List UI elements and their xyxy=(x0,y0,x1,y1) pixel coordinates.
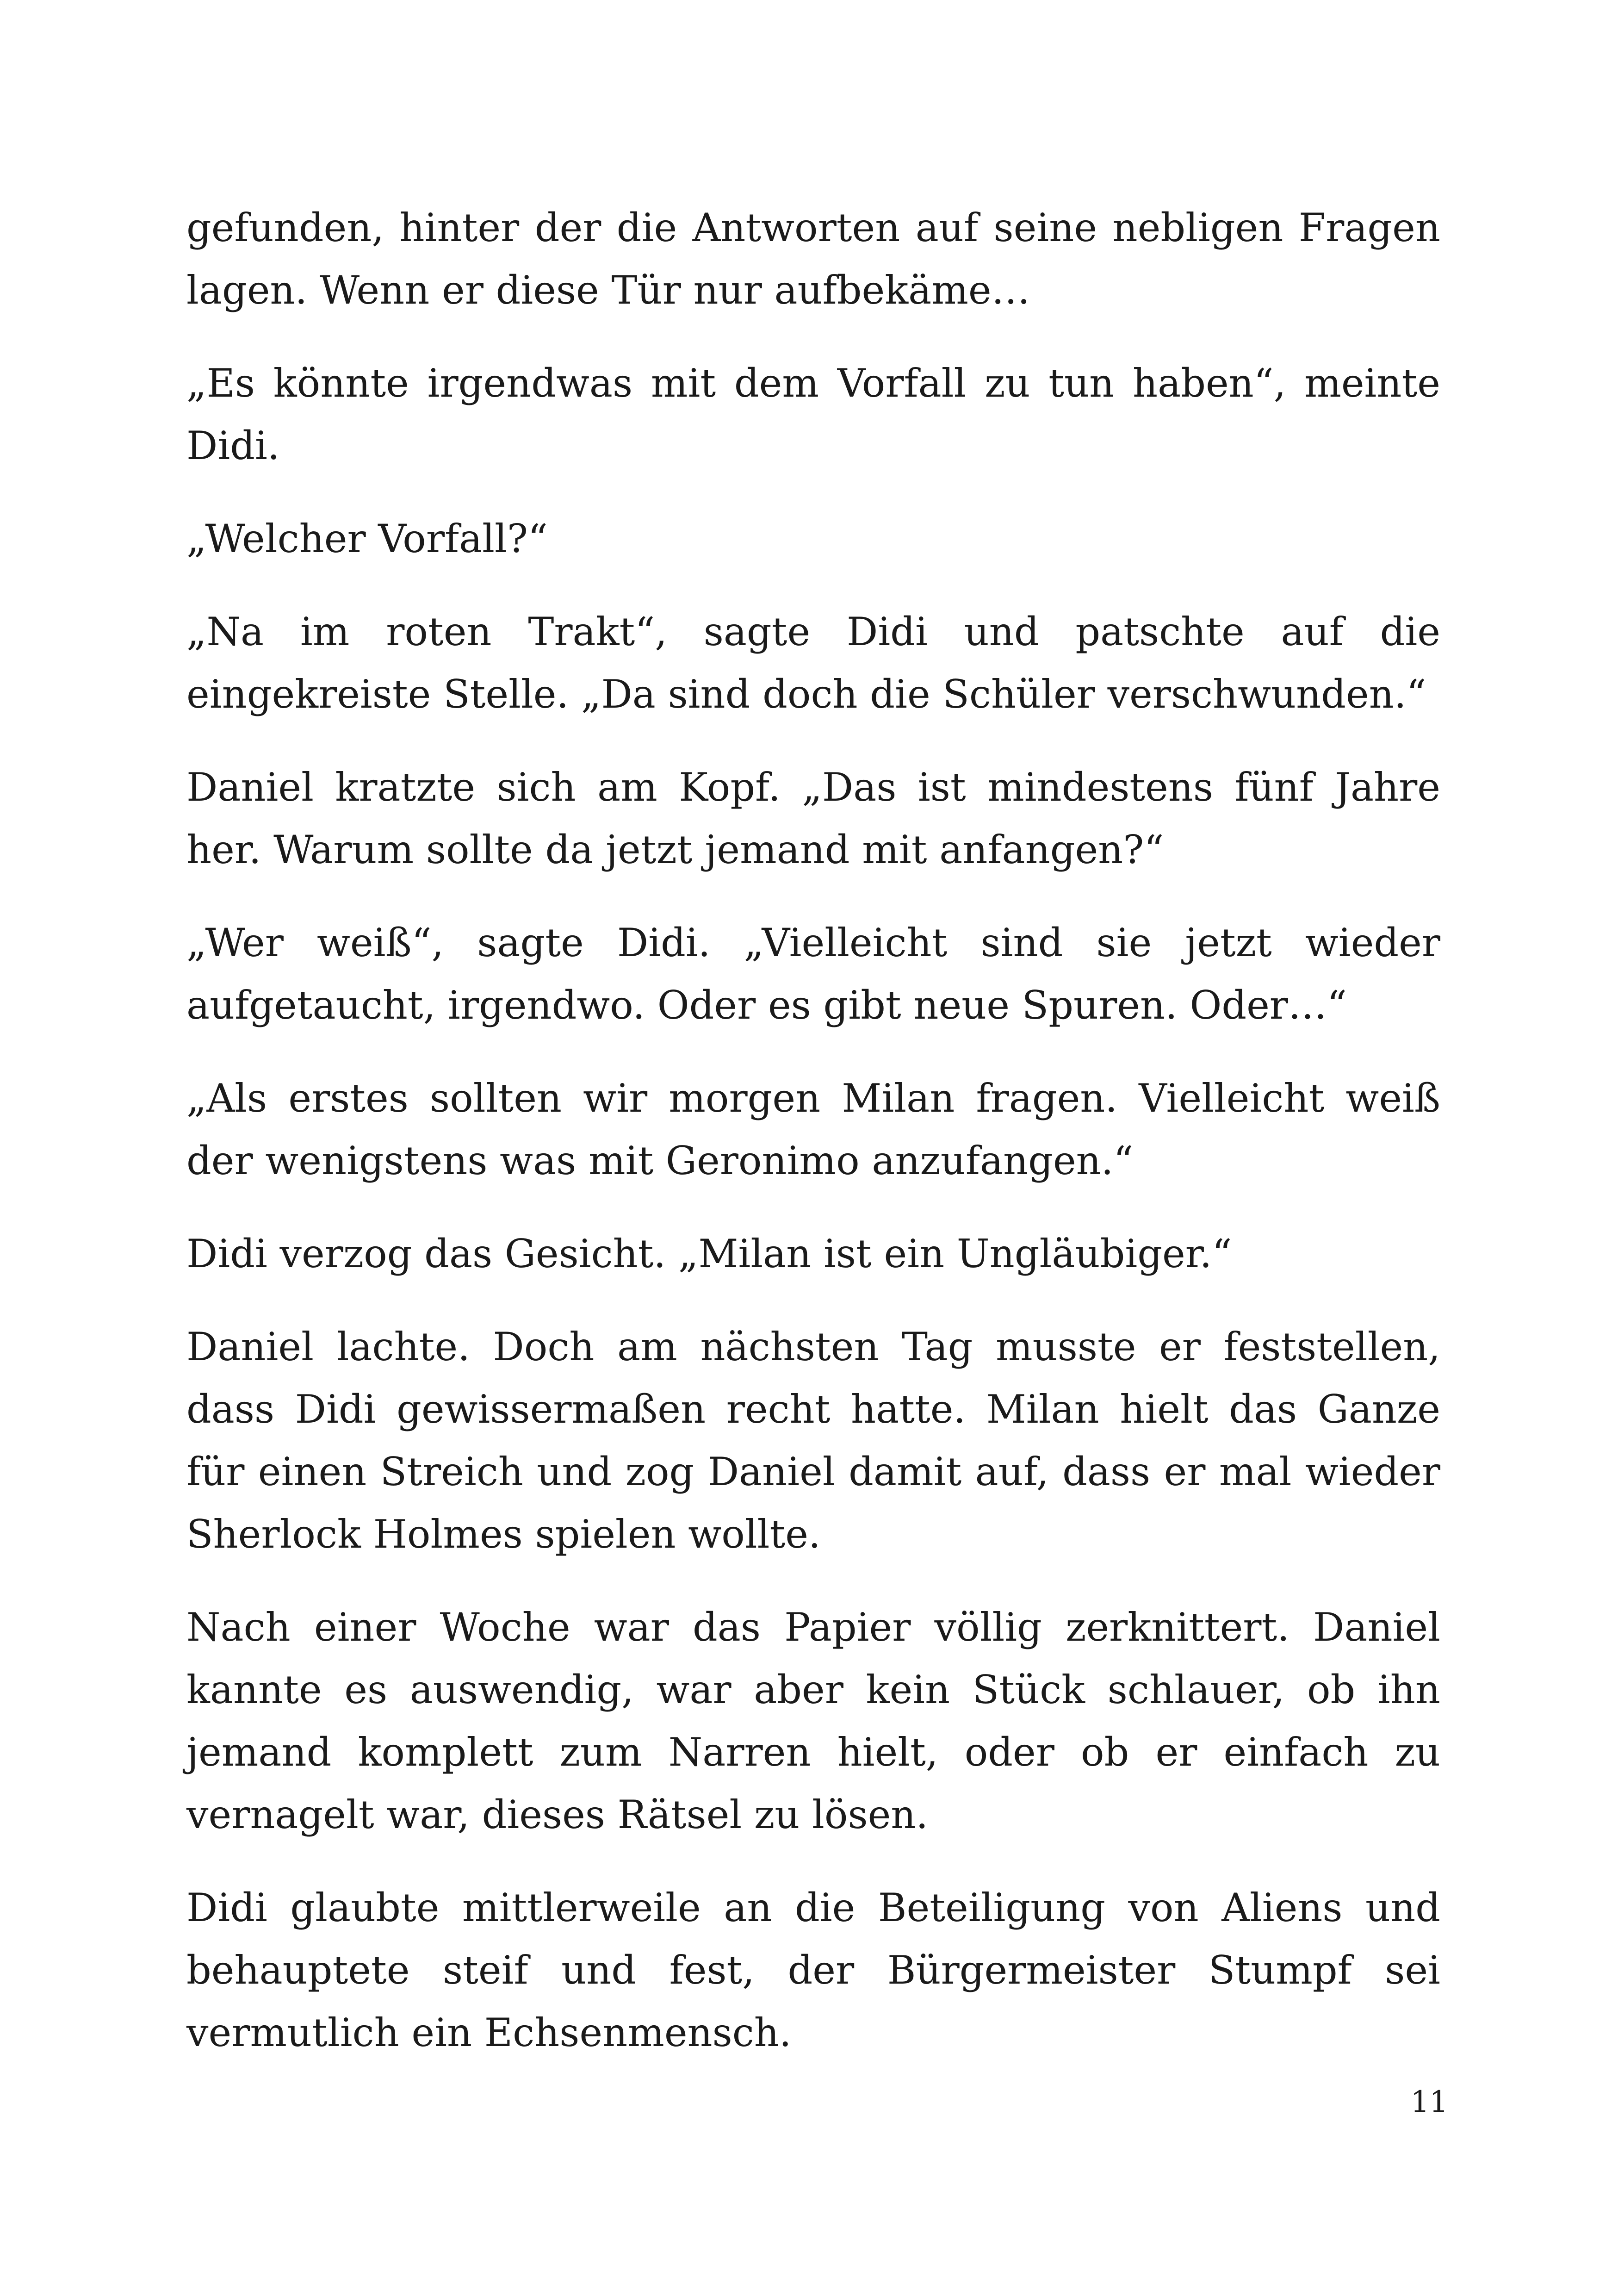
paragraph: gefunden, hinter der die Antworten auf seine nebligen Fragen lagen. Wenn er diese Tür nur aufbekäme… xyxy=(186,205,1440,313)
paragraph: Didi verzog das Gesicht. „Milan ist ein Ungläubiger.“ xyxy=(186,1231,1232,1276)
paragraph: Daniel lachte. Doch am nächsten Tag musste er feststellen, dass Didi gewissermaßen recht hatte. Milan hielt das Ganze für einen Streich und zog Daniel damit auf, dass er mal wieder Sherlock Holmes spielen wollte. xyxy=(186,1324,1440,1557)
paragraph: „Wer weiß“, sagte Didi. „Vielleicht sind sie jetzt wieder aufgetaucht, irgendwo. Oder es gibt neue Spuren. Oder…“ xyxy=(186,920,1440,1028)
paragraph: Nach einer Woche war das Papier völlig zerknittert. Daniel kannte es auswendig, war aber kein Stück schlauer, ob ihn jemand komplett zum Narren hielt, oder ob er einfach zu vernagelt war, dieses Rätsel zu lösen. xyxy=(186,1605,1440,1837)
paragraph: „Als erstes sollten wir morgen Milan fragen. Vielleicht weiß der wenigstens was mit Geronimo anzufangen.“ xyxy=(186,1076,1440,1183)
body-text xyxy=(186,197,1440,2095)
paragraph: Daniel kratzte sich am Kopf. „Das ist mindestens fünf Jahre her. Warum sollte da jetzt jemand mit anfangen?“ xyxy=(186,765,1440,872)
paragraph: „Es könnte irgendwas mit dem Vorfall zu tun haben“, meinte Didi. xyxy=(186,361,1440,468)
paragraph: Didi glaubte mittlerweile an die Beteiligung von Aliens und behauptete steif und fest, der Bürgermeister Stumpf sei vermutlich ein Echsenmensch. xyxy=(186,1885,1440,2055)
page-number: 11 xyxy=(1410,2085,1448,2119)
paragraph: „Welcher Vorfall?“ xyxy=(186,516,548,561)
paragraph: „Na im roten Trakt“, sagte Didi und patschte auf die eingekreiste Stelle. „Da sind doch die Schüler verschwunden.“ xyxy=(186,609,1440,717)
